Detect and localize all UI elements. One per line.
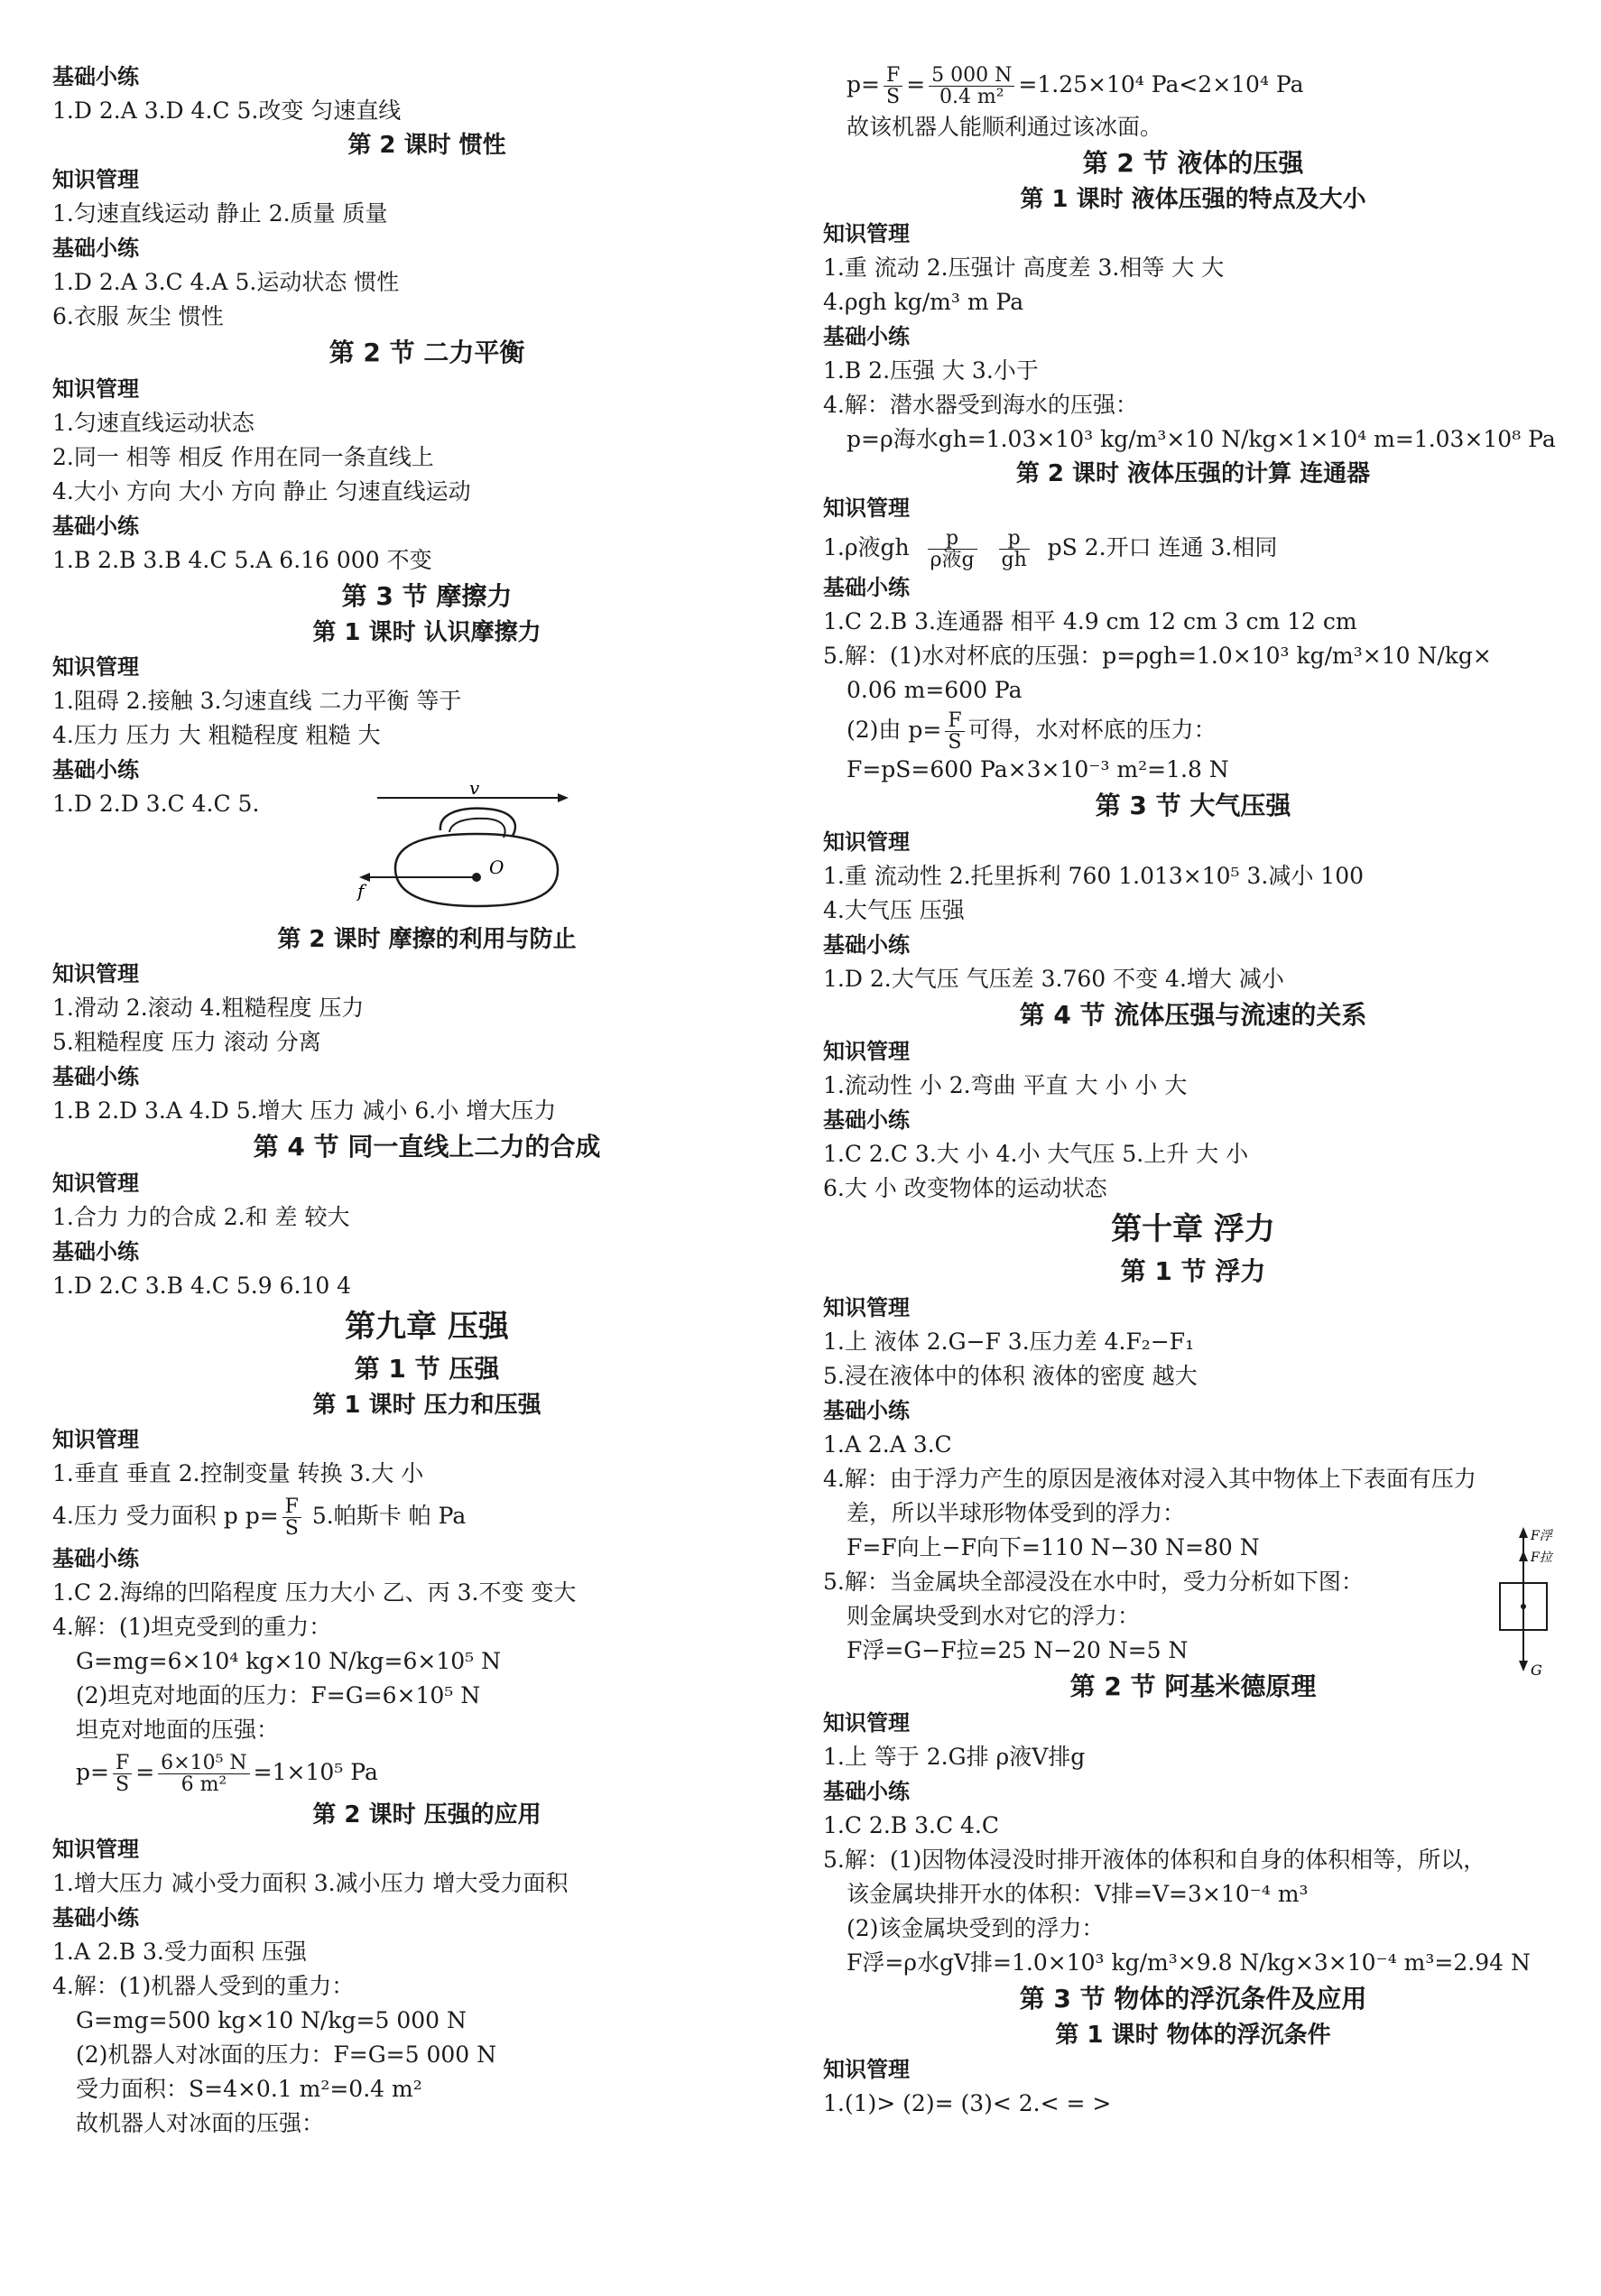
answer-line: 2.同一 相等 相反 作用在同一条直线上 <box>52 444 434 470</box>
answer-line: 1.D 2.A 3.C 4.A 5.运动状态 惯性 <box>52 269 400 295</box>
lesson-title: 第 1 课时 认识摩擦力 <box>312 619 541 646</box>
answer-line-formula: 4.压力 受力面积 p p= $\frac{F}{S}$ 5.帕斯卡 帕 Pa <box>52 1495 467 1540</box>
answer-line-indented: G=mg=6×10⁴ kg×10 N/kg=6×10⁵ N <box>76 1648 501 1674</box>
formula-line: p= $\frac{F}{S}$ = $\frac{5 000 N}{\text{0.4 m²}}$ =1.25×10⁴ Pa<2×10⁴ Pa <box>847 63 1304 108</box>
answer-line: 1.重 流动性 2.托里拆利 760 1.013×10⁵ 3.减小 100 <box>823 863 1365 889</box>
answer-line: 1.增大压力 减小受力面积 3.减小压力 增大受力面积 <box>52 1870 569 1896</box>
answer-line-indented: (2)机器人对冰面的压力：F=G=5 000 N <box>76 2041 497 2068</box>
answer-line: 4.解：(1)机器人受到的重力： <box>52 1973 355 1999</box>
answer-line-formula: 1.ρ液gh $\frac{p}{\text{ρ液g}}$ $\frac{p}{gh}$ pS 2.开口 连通 3.相同 <box>823 526 1278 571</box>
section-label: 知识管理 <box>823 1710 910 1736</box>
section-title: 第 2 节 二力平衡 <box>329 338 525 367</box>
section-label: 知识管理 <box>52 961 139 986</box>
formula-line: (2)由 p= $\frac{F}{S}$ 可得，水对杯底的压力： <box>847 708 1217 754</box>
lesson-title: 第 1 课时 物体的浮沉条件 <box>1055 2022 1331 2049</box>
section-label: 基础小练 <box>823 324 910 349</box>
answer-line: 1.匀速直线运动状态 <box>52 410 254 436</box>
answer-line: 1.上 液体 2.G−F 3.压力差 4.F₂−F₁ <box>823 1329 1195 1355</box>
answer-line: 1.B 2.D 3.A 4.D 5.增大 压力 减小 6.小 增大压力 <box>52 1097 557 1124</box>
section-title: 第 4 节 流体压强与流速的关系 <box>1019 1000 1367 1030</box>
answer-line: 1.合力 力的合成 2.和 差 较大 <box>52 1204 350 1230</box>
fraction: $\frac{F}{S}$ <box>282 1496 301 1539</box>
answer-line: 5.解：(1)水对杯底的压强：p=ρgh=1.0×10³ kg/m³×10 N/kg× <box>823 643 1492 669</box>
section-label: 知识管理 <box>823 221 910 246</box>
section-label: 知识管理 <box>52 167 139 192</box>
lesson-title: 第 2 课时 液体压强的计算 连通器 <box>1015 460 1371 487</box>
right-column <box>823 60 1563 2121</box>
svg-text:G: G <box>1531 1662 1542 1679</box>
answer-line: 1.重 流动 2.压强计 高度差 3.相等 大 大 <box>823 255 1225 281</box>
answer-line: 4.解：(1)坦克受到的重力： <box>52 1614 332 1640</box>
answer-line: 5.浸在液体中的体积 液体的密度 越大 <box>823 1363 1198 1389</box>
answer-line-indented: 坦克对地面的压强： <box>76 1717 280 1743</box>
answer-line: 1.滑动 2.滚动 4.粗糙程度 压力 <box>52 995 365 1021</box>
section-label: 知识管理 <box>52 654 139 680</box>
fraction: $\frac{F}{S}$ <box>113 1753 132 1795</box>
answer-line-indented: 受力面积：S=4×0.1 m²=0.4 m² <box>76 2076 422 2102</box>
answer-line: 1.D 2.C 3.B 4.C 5.9 6.10 4 <box>52 1273 352 1299</box>
section-title: 第 2 节 液体的压强 <box>1082 148 1304 178</box>
section-label: 知识管理 <box>52 376 139 402</box>
chapter-title: 第九章 压强 <box>345 1309 509 1345</box>
fraction: $\frac{F}{S}$ <box>945 710 964 753</box>
section-label: 知识管理 <box>52 1427 139 1452</box>
svg-text:f: f <box>357 880 365 902</box>
answer-line-indented: F=pS=600 Pa×3×10⁻³ m²=1.8 N <box>847 756 1229 782</box>
answer-line: 6.衣服 灰尘 惯性 <box>52 303 224 329</box>
chapter-title: 第十章 浮力 <box>1111 1211 1275 1247</box>
svg-text:F拉: F拉 <box>1531 1551 1552 1565</box>
answer-line: 1.C 2.B 3.C 4.C <box>823 1812 1000 1838</box>
answer-line-indented: (2)该金属块受到的浮力： <box>847 1915 1105 1941</box>
svg-text:v: v <box>469 777 480 799</box>
answer-line: 1.B 2.B 3.B 4.C 5.A 6.16 000 不变 <box>52 547 432 573</box>
answer-line: 4.解：由于浮力产生的原因是液体对浸入其中物体上下表面有压力 <box>823 1466 1476 1492</box>
answer-line: 4.大小 方向 大小 方向 静止 匀速直线运动 <box>52 478 471 505</box>
section-label: 知识管理 <box>823 495 910 521</box>
answer-line-indented: (2)坦克对地面的压力：F=G=6×10⁵ N <box>76 1682 481 1708</box>
answer-line-indented: F浮=G−F拉=25 N−20 N=5 N <box>847 1637 1189 1663</box>
answer-line: 1.A 2.B 3.受力面积 压强 <box>52 1939 307 1965</box>
answer-line-indented: F浮=ρ水gV排=1.0×10³ kg/m³×9.8 N/kg×3×10⁻⁴ m³=2.94 N <box>847 1949 1531 1976</box>
answer-line-indented: p=ρ海水gh=1.03×10³ kg/m³×10 N/kg×1×10⁴ m=1.03×10⁸ Pa <box>847 426 1556 452</box>
answer-line-indented: F=F向上−F向下=110 N−30 N=80 N <box>847 1534 1260 1560</box>
lesson-title: 第 2 课时 摩擦的利用与防止 <box>277 926 577 953</box>
answer-line: 1.流动性 小 2.弯曲 平直 大 小 小 大 <box>823 1072 1188 1098</box>
curling-stone-figure <box>357 777 594 922</box>
answer-line: 1.B 2.压强 大 3.小于 <box>823 357 1039 384</box>
answer-line: 1.上 等于 2.G排 ρ液V排g <box>823 1744 1086 1770</box>
section-title: 第 2 节 阿基米德原理 <box>1069 1671 1317 1701</box>
answer-line: 1.D 2.A 3.D 4.C 5.改变 匀速直线 <box>52 97 402 124</box>
lesson-title: 第 2 课时 压强的应用 <box>312 1801 541 1828</box>
section-label: 基础小练 <box>823 932 910 958</box>
section-label: 基础小练 <box>52 514 139 539</box>
answer-line: 6.大 小 改变物体的运动状态 <box>823 1175 1107 1201</box>
section-label: 基础小练 <box>52 1546 139 1571</box>
section-label: 基础小练 <box>52 1064 139 1089</box>
section-title: 第 3 节 物体的浮沉条件及应用 <box>1019 1984 1367 2014</box>
fraction: $\frac{p}{\text{ρ液g}}$ <box>928 528 977 570</box>
force-diagram <box>1482 1527 1563 1680</box>
answer-line: 1.阻碍 2.接触 3.匀速直线 二力平衡 等于 <box>52 688 462 714</box>
fraction: $\frac{\text{6×10⁵ N}}{\text{6 m²}}$ <box>158 1753 250 1795</box>
lesson-title: 第 1 课时 液体压强的特点及大小 <box>1020 186 1366 213</box>
answer-line: 1.D 2.大气压 气压差 3.760 不变 4.增大 减小 <box>823 966 1284 992</box>
section-label: 基础小练 <box>823 575 910 600</box>
section-label: 知识管理 <box>823 1295 910 1320</box>
answer-line: 5.解：当金属块全部浸没在水中时，受力分析如下图： F浮 F拉 G <box>823 1565 1563 1599</box>
section-title: 第 3 节 大气压强 <box>1095 791 1291 820</box>
formula-line: p= $\frac{F}{S}$ = $\frac{\text{6×10⁵ N}}{\text{6 m²}}$ =1×10⁵ Pa <box>76 1751 378 1796</box>
section-label: 基础小练 <box>52 236 139 261</box>
answer-line-indented: 该金属块排开水的体积：V排=V=3×10⁻⁴ m³ <box>847 1881 1309 1907</box>
answer-line: 1.垂直 垂直 2.控制变量 转换 3.大 小 <box>52 1460 424 1486</box>
answer-line: 1.C 2.C 3.大 小 4.小 大气压 5.上升 大 小 <box>823 1141 1249 1167</box>
answer-line: 1.C 2.B 3.连通器 相平 4.9 cm 12 cm 3 cm 12 cm <box>823 608 1357 634</box>
section-label: 知识管理 <box>823 829 910 855</box>
answer-line: 4.ρgh kg/m³ m Pa <box>823 289 1024 315</box>
answer-line-indented: 则金属块受到水对它的浮力： <box>847 1603 1141 1629</box>
section-label: 知识管理 <box>823 2057 910 2082</box>
section-title: 第 3 节 摩擦力 <box>341 581 513 611</box>
fraction: $\frac{F}{S}$ <box>884 65 902 107</box>
answer-line: 4.压力 压力 大 粗糙程度 粗糙 大 <box>52 722 381 748</box>
section-label: 知识管理 <box>52 1837 139 1862</box>
lesson-title: 第 2 课时 惯性 <box>347 132 506 159</box>
answer-line: 5.粗糙程度 压力 滚动 分离 <box>52 1029 321 1055</box>
left-column <box>52 60 801 2141</box>
answer-line: 5.解：(1)因物体浸没时排开液体的体积和自身的体积相等，所以， <box>823 1847 1486 1873</box>
section-label: 基础小练 <box>823 1779 910 1804</box>
section-label: 基础小练 <box>52 1239 139 1264</box>
answer-line: 1.匀速直线运动 静止 2.质量 质量 <box>52 200 388 227</box>
section-label: 基础小练 <box>52 1905 139 1930</box>
section-label: 知识管理 <box>52 1171 139 1196</box>
fraction: $\frac{p}{gh}$ <box>999 528 1030 570</box>
answer-line-indented: 0.06 m=600 Pa <box>847 677 1023 703</box>
answer-line: 1.A 2.A 3.C <box>823 1431 952 1458</box>
answer-line: 4.解：潜水器受到海水的压强： <box>823 392 1138 418</box>
svg-text:F浮: F浮 <box>1531 1529 1552 1543</box>
answer-line-indented: G=mg=500 kg×10 N/kg=5 000 N <box>76 2007 467 2033</box>
svg-text:O: O <box>489 856 504 878</box>
answer-line: 4.大气压 压强 <box>823 897 965 923</box>
answer-line-indented: 故该机器人能顺利通过该冰面。 <box>847 114 1163 140</box>
answer-line: 1.C 2.海绵的凹陷程度 压力大小 乙、丙 3.不变 变大 <box>52 1579 577 1606</box>
section-title: 第 4 节 同一直线上二力的合成 <box>253 1132 601 1162</box>
answer-with-figure: 1.D 2.D 3.C 4.C 5. v O f <box>52 787 801 922</box>
fraction: $\frac{5 000 N}{\text{0.4 m²}}$ <box>929 65 1014 107</box>
section-label: 基础小练 <box>823 1398 910 1423</box>
answer-line: 1.(1)> (2)= (3)< 2.< = > <box>823 2090 1112 2116</box>
section-label: 基础小练 <box>52 757 139 782</box>
section-label: 基础小练 <box>52 64 139 89</box>
answer-line-indented: 故机器人对冰面的压强： <box>76 2110 325 2136</box>
section-title: 第 1 节 压强 <box>354 1354 500 1384</box>
answer-line-indented: 差，所以半球形物体受到的浮力： <box>847 1500 1186 1526</box>
section-title: 第 1 节 浮力 <box>1120 1256 1266 1286</box>
section-label: 知识管理 <box>823 1039 910 1064</box>
lesson-title: 第 1 课时 压力和压强 <box>312 1392 541 1419</box>
section-label: 基础小练 <box>823 1107 910 1133</box>
